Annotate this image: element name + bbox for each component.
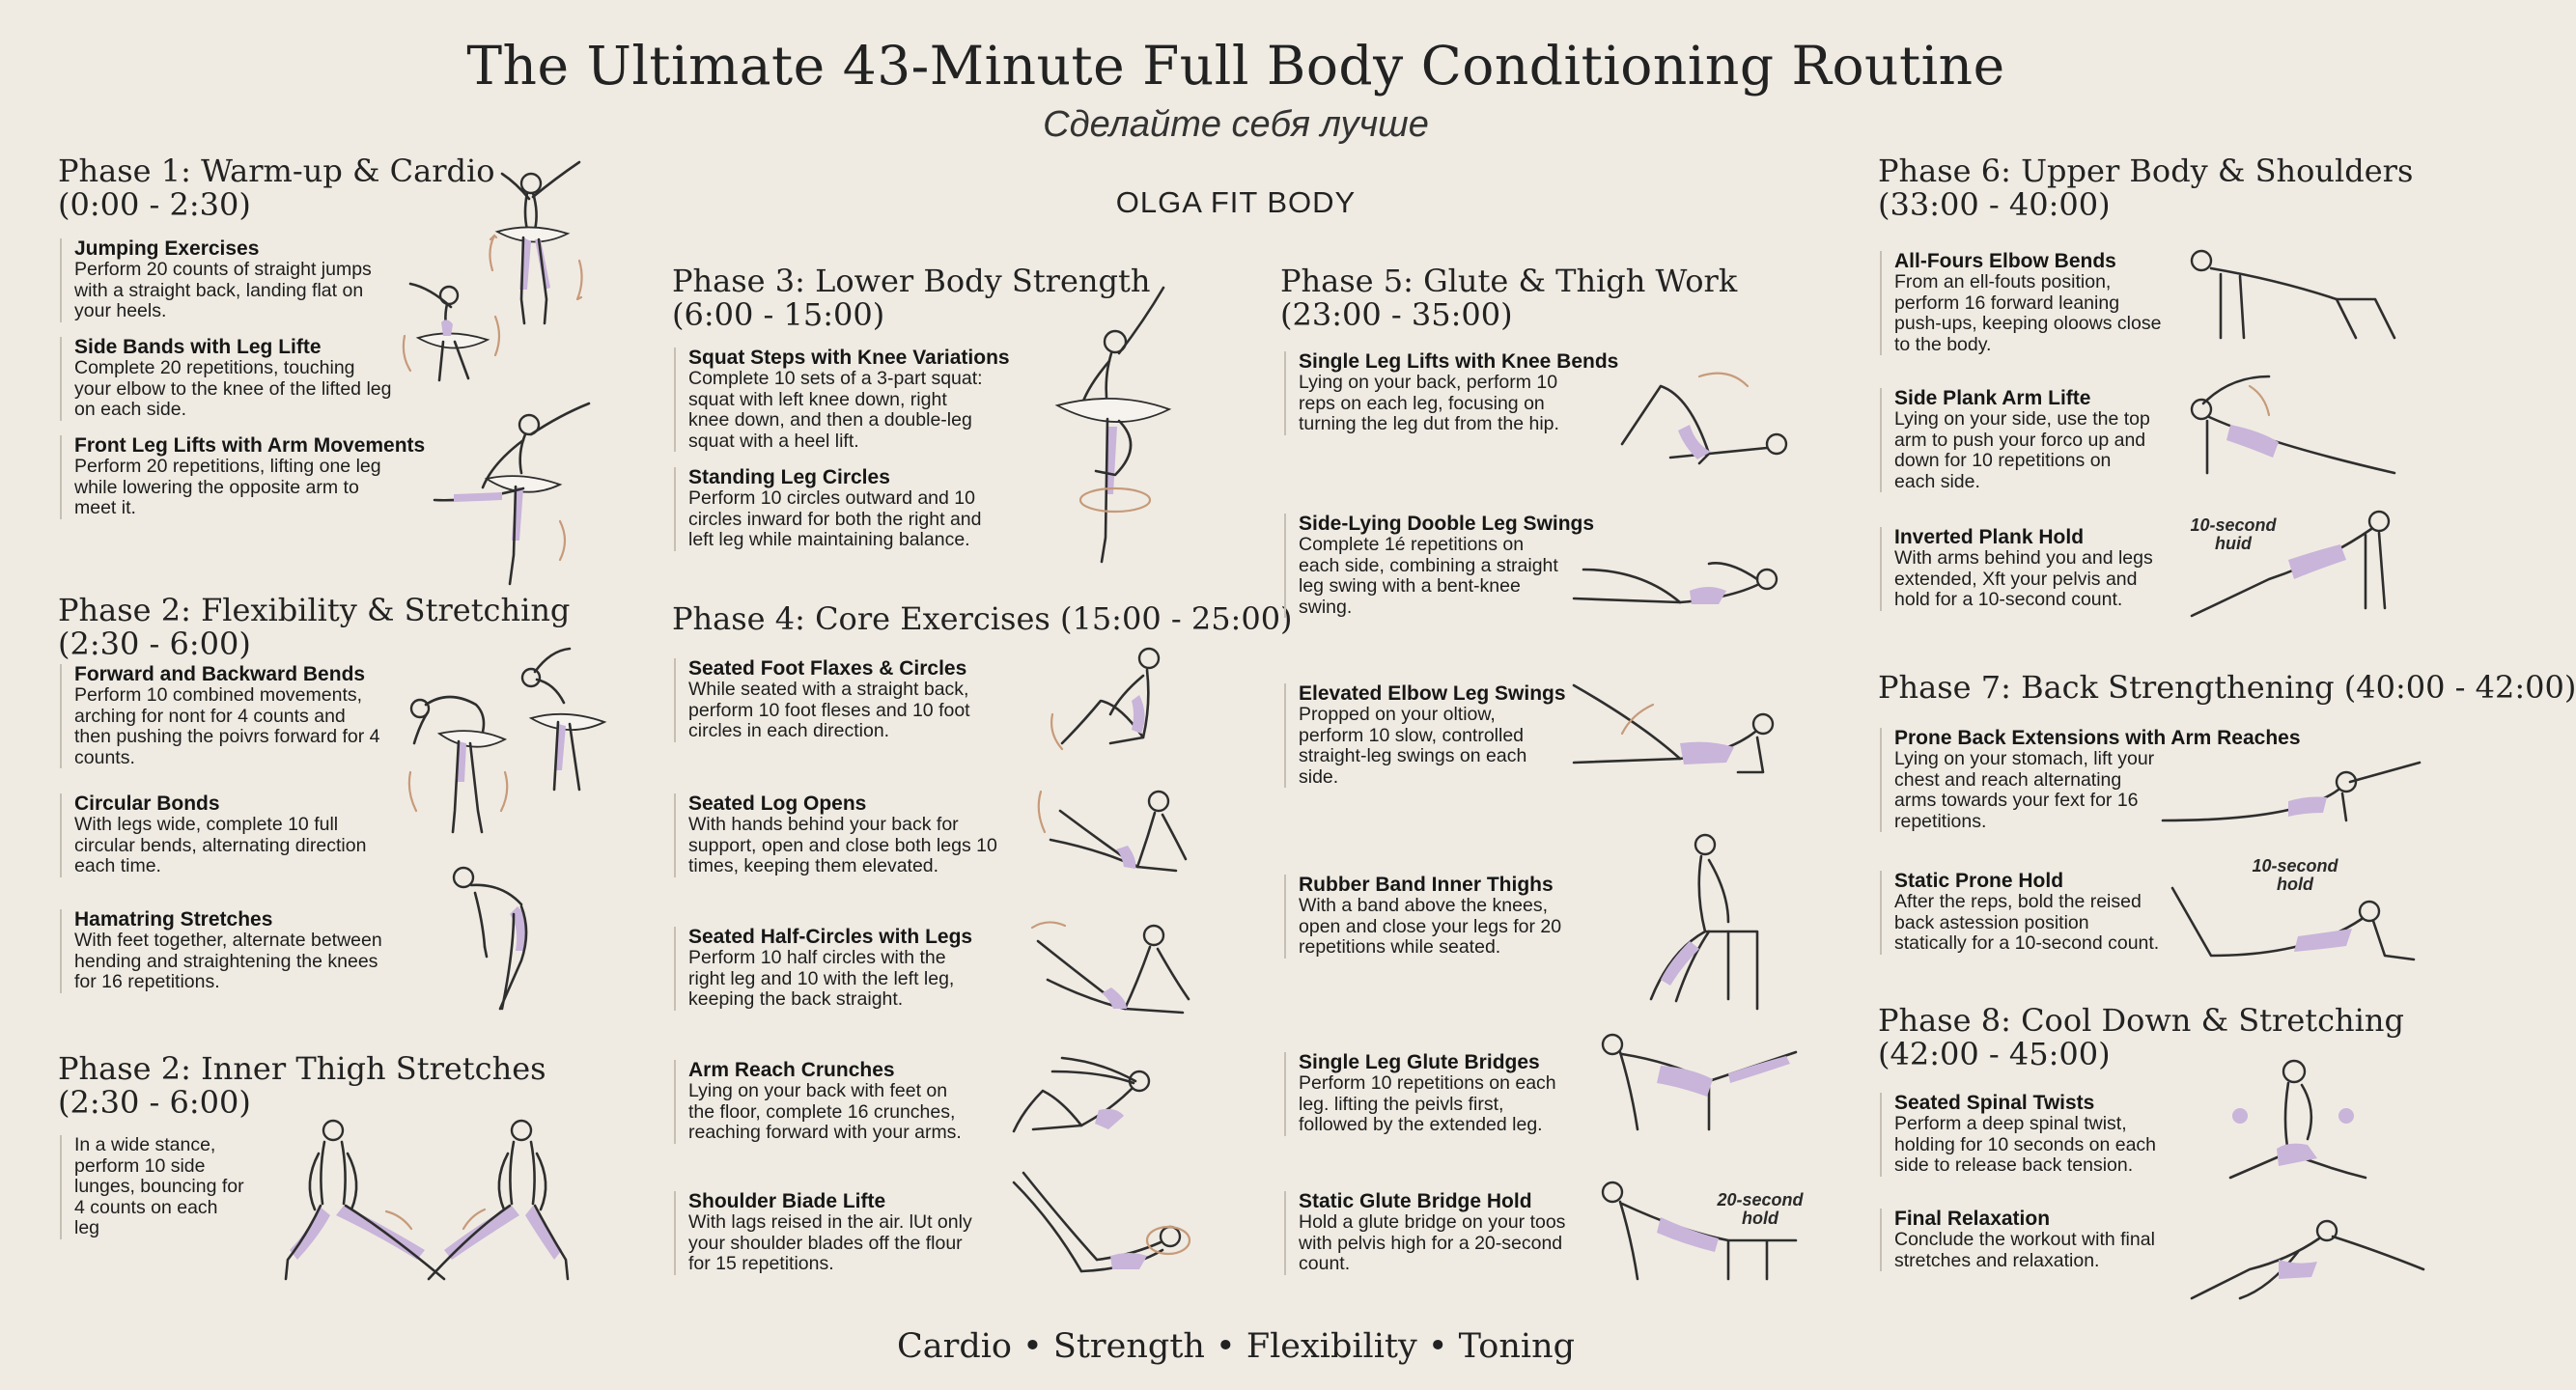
single-leg-lift-figure [1603,357,1796,473]
shoulder-blade-lift-figure [1004,1163,1197,1289]
inverted-plank-hold-label: 10-second huid [2190,515,2277,553]
phase-1-title: Phase 1: Warm-up & Cardio (0:00 - 2:30) [58,153,495,223]
inverted-plank-figure [2182,502,2414,627]
exercise-elevated-elbow-swings: Elevated Elbow Leg Swings Propped on your oltiow, perform 10 slow, controlled straight-leg swings on each side. [1284,683,1566,788]
exercise-squat-steps: Squat Steps with Knee Variations Complete 10 sets of a 3-part squat: squat with left knee down, right knee down, and then a double-leg squat with a heel lift. [674,348,1010,452]
phase-4-title: Phase 4: Core Exercises (15:00 - 25:00) [672,600,1293,637]
phase-2b-title: Phase 2: Inner Thigh Stretches (2:30 - 6:00) [58,1050,546,1121]
exercise-all-fours-elbow: All-Fours Elbow Bends From an ell-fouts position, perform 16 forward leaning push-ups, keeping oloows close to the body. [1880,251,2161,355]
backward-bend-figure [512,645,618,809]
ballerina-arabesque-figure [415,386,608,594]
final-relaxation-figure [2182,1202,2433,1308]
exercise-forward-backward-bends: Forward and Backward Bends Perform 10 combined movements, arching for nont for 4 counts and then pushing the poivrs forward for 4 counts. [60,664,380,768]
hamstring-stretch-figure [425,854,570,1018]
exercise-seated-spinal-twists: Seated Spinal Twists Perform a deep spinal twist, holding for 10 seconds on each side to release back tension. [1880,1093,2156,1177]
ballerina-side-bend-figure [391,278,517,384]
exercise-static-glute-bridge: Static Glute Bridge Hold Hold a glute bridge on your toos with pelvis high for a 20-second count. [1284,1191,1565,1275]
exercise-shoulder-blade-lifts: Shoulder Biade Lifte With lags reised in the air. lUt only your shoulder blades off the flour for 15 repetitions. [674,1191,972,1275]
exercise-jumping: Jumping Exercises Perform 20 counts of straight jumps with a straight back, landing flat on your heels. [60,238,372,322]
rubber-band-seated-figure [1632,825,1777,1009]
glute-hold-label: 20-second hold [1717,1190,1804,1228]
exercise-seated-half-circles: Seated Half-Circles with Legs Perform 10 half circles with the right leg and 10 with the left leg, keeping the back straight. [674,927,972,1011]
seated-spinal-twist-figure [2211,1052,2375,1197]
exercise-hamstring-stretches: Hamatring Stretches With feet together, alternate between hending and straightening the knees for 16 repetitions. [60,909,382,993]
exercise-inner-thigh: In a wide stance, perform 10 side lunges, bouncing for 4 counts on each leg [60,1135,244,1239]
exercise-prone-back-extensions: Prone Back Extensions with Arm Reaches Lying on your stomach, lift your chest and reach alternating arms towards your fext for 16 repetitions. [1880,728,2301,832]
side-lunge-right-figure [425,1115,589,1289]
seated-half-circles-figure [1019,912,1202,1028]
forward-bend-figure [401,666,517,840]
all-fours-elbow-figure [2182,241,2404,348]
elevated-elbow-swing-figure [1564,676,1786,792]
exercise-seated-foot-flexes: Seated Foot Flaxes & Circles While seated with a straight back, perform 10 foot fleses and 10 foot circles in each direction. [674,658,970,742]
exercise-side-lying-swings: Side-Lying Dooble Leg Swings Complete 1é repetitions on each side, combining a straight leg swing with a bent-knee swing. [1284,514,1594,618]
exercise-front-leg-lifts: Front Leg Lifts with Arm Movements Perform 20 repetitions, lifting one leg while lowering the opposite arm to meet it. [60,435,425,519]
exercise-inverted-plank: Inverted Plank Hold With arms behind you and legs extended, Xft your pelvis and hold for a 10-second count. [1880,527,2153,611]
phase-2-title: Phase 2: Flexibility & Stretching (2:30 - 6:00) [58,592,571,662]
exercise-final-relaxation: Final Relaxation Conclude the workout with final stretches and relaxation. [1880,1209,2155,1271]
phase-3-title: Phase 3: Lower Body Strength (6:00 - 15:00) [672,263,1151,333]
exercise-side-plank-arm: Side Plank Arm Lifte Lying on your side, use the top arm to push your forco up and down for 10 repetitions on each side. [1880,388,2150,492]
phase-6-title: Phase 6: Upper Body & Shoulders (33:00 - 40:00) [1878,153,2414,223]
exercise-rubber-band-thighs: Rubber Band Inner Thighs With a band above the knees, open and close your legs for 20 repetitions while seated. [1284,875,1561,959]
phase-7-title: Phase 7: Back Strengthening (40:00 - 42:00) [1878,669,2576,706]
side-lying-swing-figure [1564,541,1786,627]
single-leg-glute-bridge-figure [1583,1023,1806,1139]
seated-foot-flex-figure [1043,637,1188,763]
exercise-circular-bonds: Circular Bonds With legs wide, complete 10 full circular bends, alternating direction each time. [60,793,366,877]
phase-5-title: Phase 5: Glute & Thigh Work (23:00 - 35:00) [1280,263,1738,333]
prone-hold-label: 10-second hold [2252,856,2338,894]
exercise-arm-reach-crunches: Arm Reach Crunches Lying on your back with feet on the floor, complete 16 crunches, reaching forward with your arms. [674,1060,962,1144]
page-title: The Ultimate 43-Minute Full Body Conditioning Routine [466,35,2005,97]
prone-back-extension-figure [2153,743,2423,840]
static-glute-bridge-figure [1583,1173,1806,1289]
exercise-standing-leg-circles: Standing Leg Circles Perform 10 circles outward and 10 circles inward for both the right and left leg while maintaining balance. [674,467,982,551]
phase-8-title: Phase 8: Cool Down & Stretching (42:00 - 45:00) [1878,1002,2404,1072]
exercise-single-leg-lifts: Single Leg Lifts with Knee Bends Lying on your back, perform 10 reps on each leg, focusing on turning the leg dut from the hip. [1284,351,1618,435]
side-plank-arm-figure [2172,367,2404,492]
standing-ballerina-figure [1019,282,1183,571]
exercise-single-leg-glute-bridges: Single Leg Glute Bridges Perform 10 repetitions on each leg. lifting the peivls first, followed by the extended leg. [1284,1052,1556,1136]
static-prone-hold-figure [2163,869,2423,975]
exercise-static-prone-hold: Static Prone Hold After the reps, bold the reised back astession position statically for a 10-second count. [1880,871,2159,955]
exercise-side-bands: Side Bands with Leg Lifte Complete 20 repetitions, touching your elbow to the knee of the lifted leg on each side. [60,337,391,421]
footer-tagline: Cardio • Strength • Flexibility • Toning [896,1327,1576,1366]
exercise-seated-leg-opens: Seated Log Opens With hands behind your back for support, open and close both legs 10 times, keeping them elevated. [674,793,997,877]
page-subtitle: Сделайте себя лучше [1043,104,1429,145]
seated-leg-opens-figure [1031,782,1205,888]
brand-name: OLGA FIT BODY [1115,185,1357,219]
arm-reach-crunch-figure [994,1042,1188,1149]
